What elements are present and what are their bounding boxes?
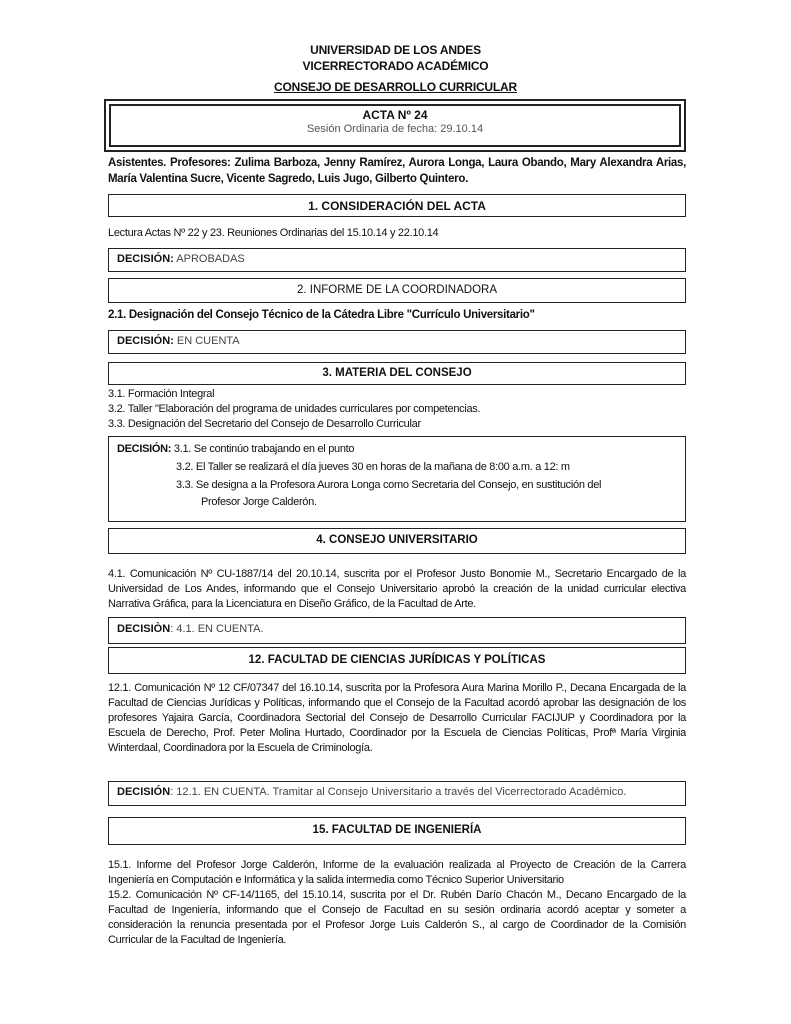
section2-decision xyxy=(108,330,686,354)
section12-title: 12. FACULTAD DE CIENCIAS JURÍDICAS Y POLÍTICAS xyxy=(248,654,546,666)
decision-value: : 4.1. EN CUENTA. xyxy=(170,623,264,635)
decision-label: DECISIÓN: xyxy=(117,253,174,265)
decision-value: : 12.1. EN CUENTA. Tramitar al Consejo Universitario a través del Vicerrectorado Académico. xyxy=(170,786,627,798)
section4-decision xyxy=(108,617,686,644)
decision-value: APROBADAS xyxy=(173,253,245,265)
section15-title: 15. FACULTAD DE INGENIERÍA xyxy=(312,824,482,836)
section1-title: 1. CONSIDERACIÓN DEL ACTA xyxy=(308,199,486,213)
section1-text: Lectura Actas Nº 22 y 23. Reuniones Ordinarias del 15.10.14 y 22.10.14 xyxy=(108,227,439,239)
section3-title: 3. MATERIA DEL CONSEJO xyxy=(322,367,472,379)
section3-item: 3.2. Taller "Elaboración del programa de unidades curriculares por competencias. xyxy=(108,403,481,415)
section4-header xyxy=(108,528,686,554)
decision-label: DECISIÓN: xyxy=(117,335,174,347)
section15-text-1: 15.1. Informe del Profesor Jorge Calderón, Informe de la evaluación realizada al Proyecto de Creación de la Carrera Ingeniería en Computación e Informática y la salida intermedia como Técnico Superior Universitario xyxy=(108,859,686,886)
vicerrectorado-name: VICERRECTORADO ACADÉMICO xyxy=(302,59,489,73)
section2-header xyxy=(108,278,686,303)
decision-value: EN CUENTA xyxy=(173,335,240,347)
decision-line xyxy=(117,443,354,455)
section2-title: 2. INFORME DE LA COORDINADORA xyxy=(296,284,497,296)
section15-text-2: 15.2. Comunicación Nº CF-14/1165, del 15.10.14, suscrita por el Dr. Rubén Darío Chacón M., Decano Encargado de la Facultad de Ingeniería, informando que el Consejo de Facultad en su sesión ordinaria acordó aceptar y someter a consideración la renuncia presentada por el Profesor Jorge Luis Calderón S., al cargo de Coordinador de la Comisión Curricular de la Facultad de Ingeniería. xyxy=(108,889,686,946)
section15-header xyxy=(108,817,686,845)
section3-item: 3.1. Formación Integral xyxy=(108,388,215,400)
section12-header xyxy=(108,647,686,674)
section12-text: 12.1. Comunicación Nº 12 CF/07347 del 16.10.14, suscrita por la Profesora Aura Marina Morillo P., Decana Encargada de la Facultad de Ciencias Jurídicas y Políticas, informando que el Consejo de la Facultad acordó aprobar las designación de los profesores Yajaira García, Coordinadora Sectorial del Consejo de Desarrollo Curricular FACIJUP y Coordinadora por la Escuela de Derecho, Prof. Peter Molina Hurtado, Coordinador por la Escuela de Ciencias Políticas, Profª María Virginia Winterdaal, Coordinadora por la Escuela de Criminología. xyxy=(108,682,686,754)
section1-header xyxy=(108,194,686,217)
decision-label: DECISIÓN: xyxy=(117,443,172,455)
decision-label: DECISIÓN xyxy=(117,786,171,798)
section4-text: 4.1. Comunicación Nº CU-1887/14 del 20.10.14, suscrita por el Profesor Justo Bonomie M., Secretario Encargado de la Universidad de Los Andes, informando que el Consejo Universitario aprobó la creación de la unidad curricular electiva Narrativa Gráfica, para la Licenciatura en Diseño Gráfico, de la Facultad de Arte. xyxy=(108,568,686,610)
section1-decision xyxy=(108,248,686,272)
consejo-name: CONSEJO DE DESARROLLO CURRICULAR xyxy=(274,80,517,94)
decision-label: DECISIÒN xyxy=(117,623,171,635)
section3-item: 3.3. Designación del Secretario del Consejo de Desarrollo Curricular xyxy=(108,418,421,430)
section2-item: 2.1. Designación del Consejo Técnico de la Cátedra Libre "Currículo Universitario" xyxy=(108,309,535,321)
section3-header xyxy=(108,362,686,385)
decision-value: 3.1. Se continúo trabajando en el punto xyxy=(171,443,355,455)
decision-line: Profesor Jorge Calderón. xyxy=(201,496,317,508)
decision-line: 3.2. El Taller se realizará el día jueves 30 en horas de la mañana de 8:00 a.m. a 12: m xyxy=(176,461,570,473)
acta-title: ACTA Nº 24 xyxy=(362,108,428,122)
decision-line: 3.3. Se designa a la Profesora Aurora Longa como Secretaria del Consejo, en sustitución del xyxy=(176,479,602,491)
university-name: UNIVERSIDAD DE LOS ANDES xyxy=(310,43,481,57)
section12-decision xyxy=(108,781,686,806)
section4-title: 4. CONSEJO UNIVERSITARIO xyxy=(316,534,478,546)
acta-box xyxy=(109,104,681,147)
acta-session: Sesión Ordinaria de fecha: 29.10.14 xyxy=(306,123,484,135)
attendees: Asistentes. Profesores: Zulima Barboza, Jenny Ramírez, Aurora Longa, Laura Obando, Mary Alexandra Arias, María Valentina Sucre, Vicente Sagredo, Luis Jugo, Gilberto Quintero. xyxy=(108,157,686,185)
section3-decision xyxy=(108,436,686,522)
